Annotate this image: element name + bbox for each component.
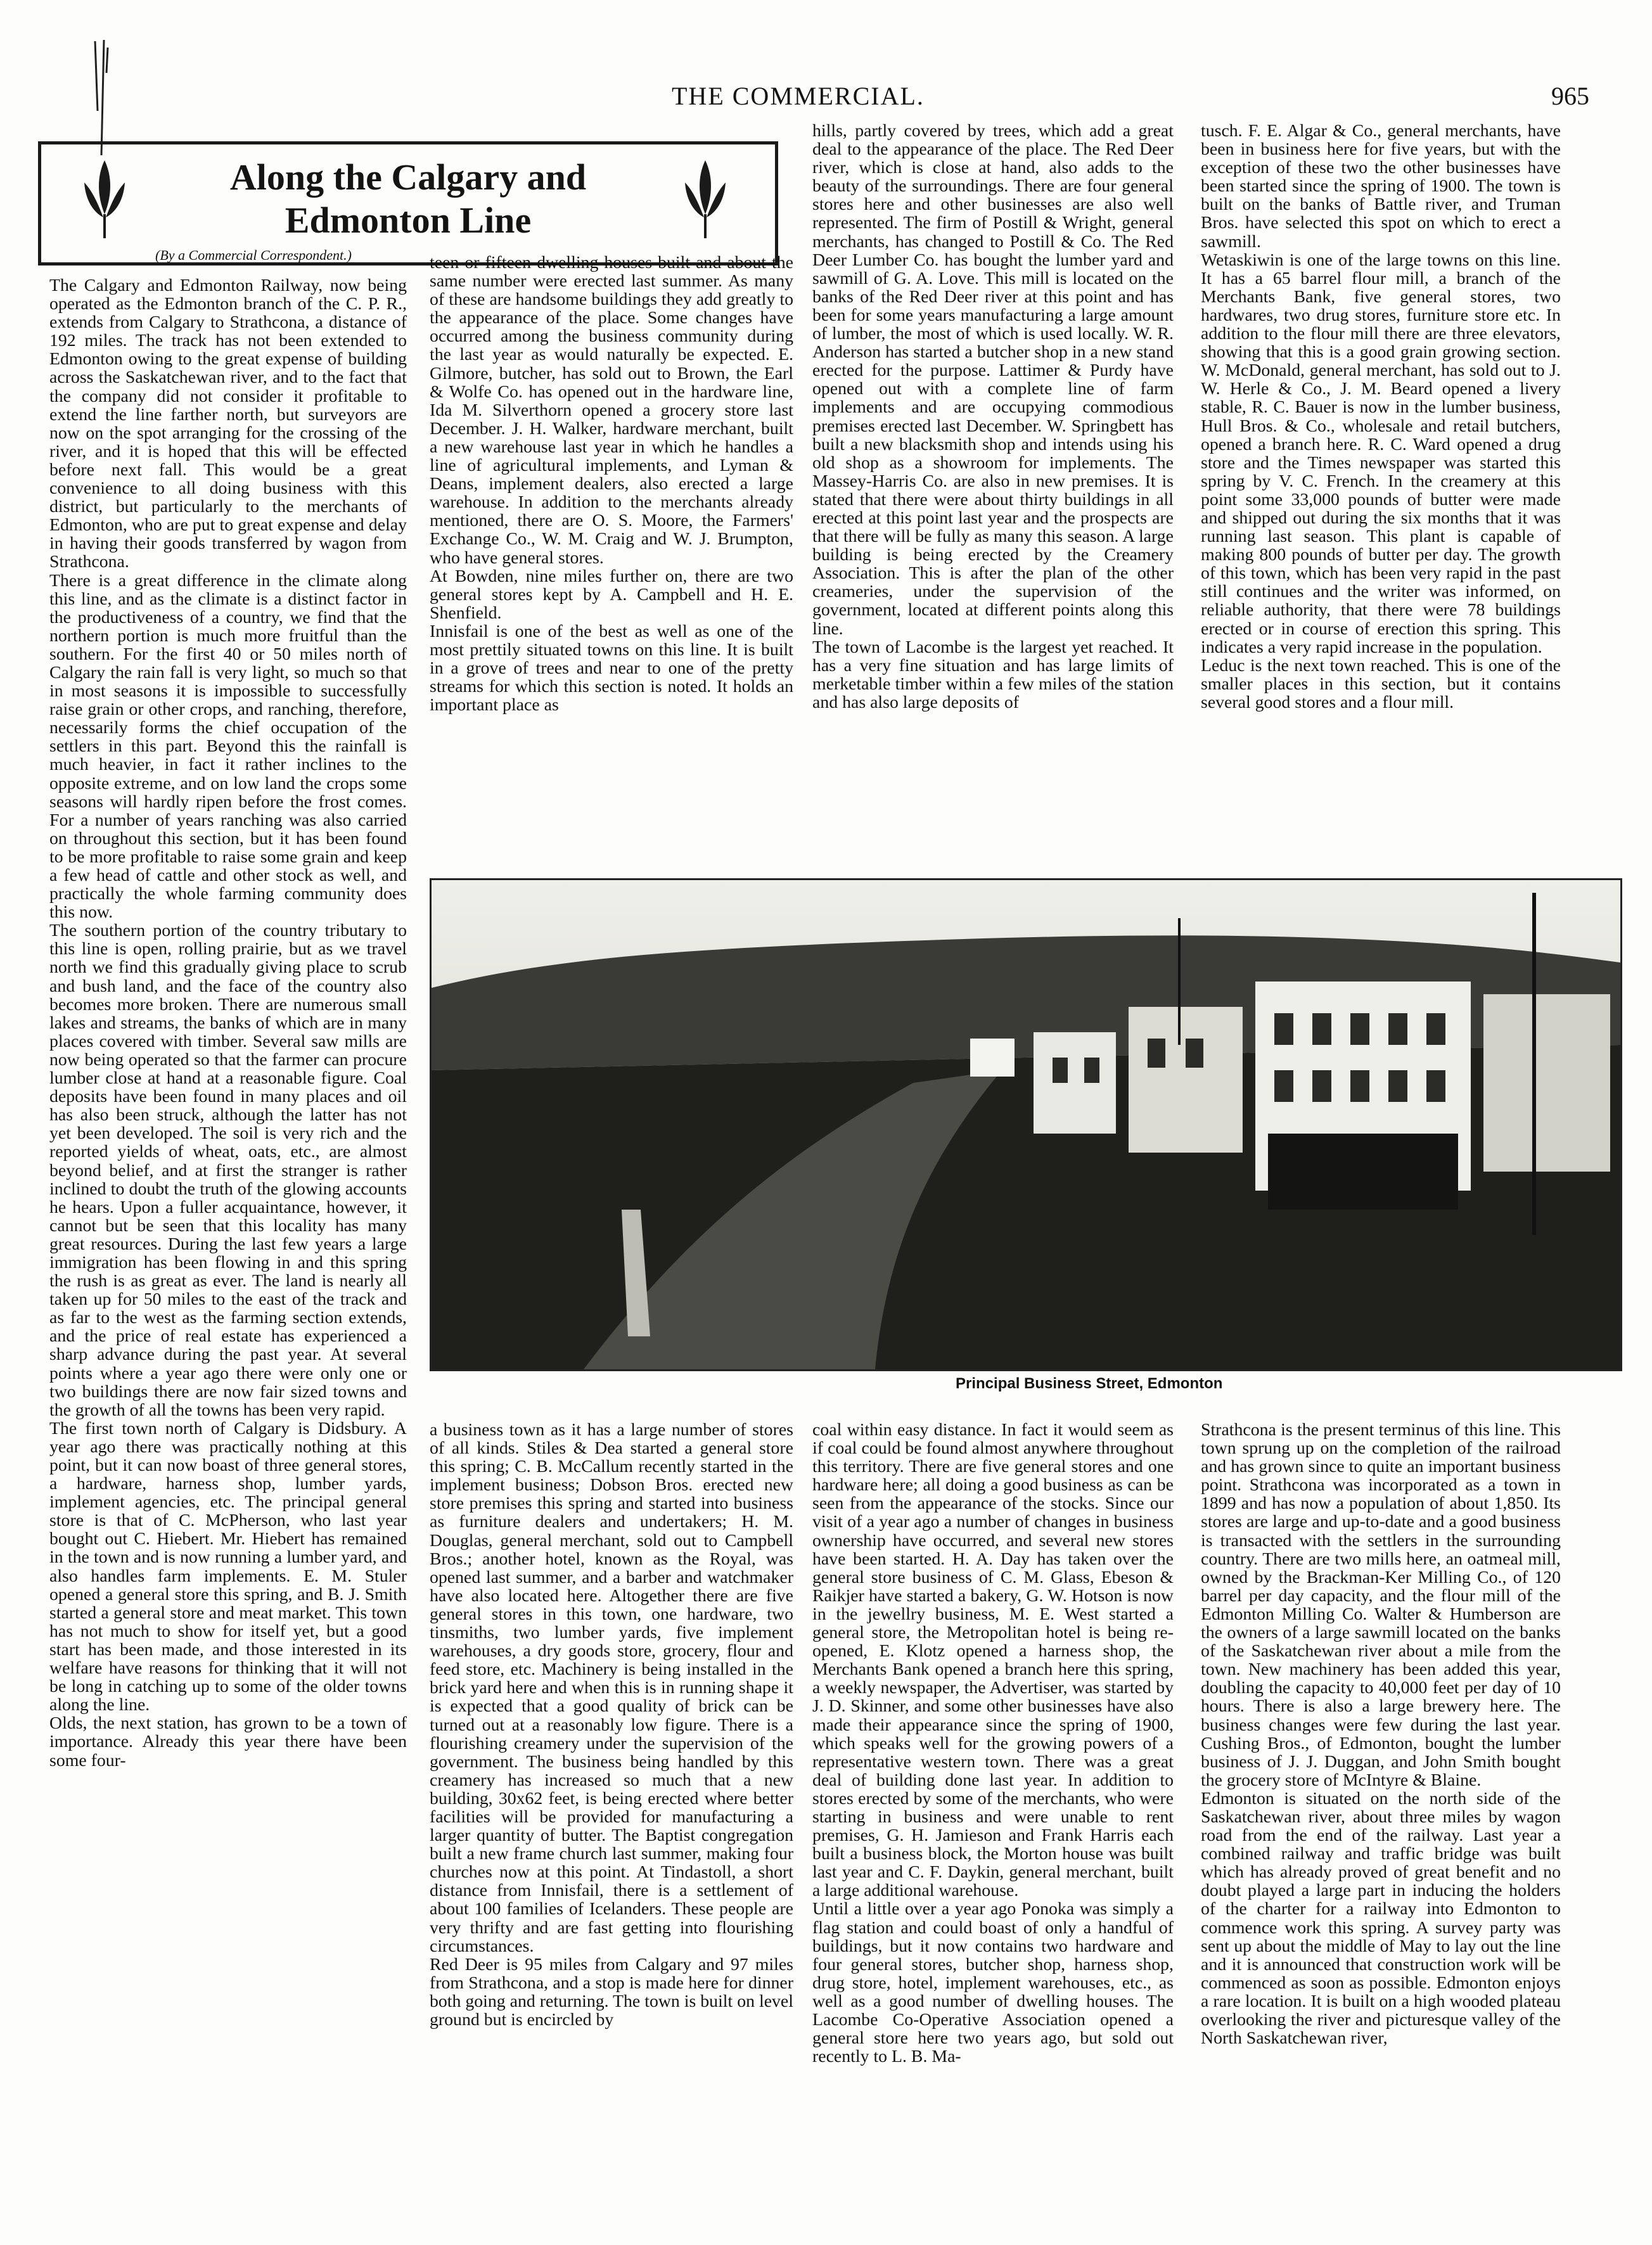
wheat-ornament-icon (680, 157, 731, 240)
street-photo-image (432, 880, 1620, 1369)
article-column-4-bottom: Strathcona is the present terminus of this line. This town sprung up on the completion of the railroad and has grown since to quite an important business point. Strathcona was incorporated as a town in 1899 and has now a population of about 1,850. Its stores are large and up-to-date and a good business is transacted with the settlers in the surrounding country. There are two mills here, an oatmeal mill, owned by the Brackman-Ker Milling Co., of 120 barrel per day capacity, and the flour mill of the Edmonton Milling Co. Walter & Humberson are the owners of a large sawmill located on the banks of the Saskatchewan river about a mile from the town. New machinery has been added this year, doubling the capacity to 40,000 feet per day of 10 hours. There is also a large brewery here. The business changes were few during the last year. Cushing Bros., of Edmonton, bought the lumber business of J. J. Duggan, and John Smith bought the grocery store of McIntyre & Blaine. Edmonton is situated on the north side of the Saskatchewan river, about three miles by wagon road from the end of the railway. Last year a combined railway and traffic bridge was built which has already proved of great benefit and no doubt played a large part in inducing the holders of the charter for a railway into Edmonton to commence work this spring. A survey party was sent up about the middle of May to lay out the line and it is announced that construction work will be commenced as soon as possible. Edmonton enjoys a rare location. It is built on a high wooded plateau overlooking the river and picturesque valley of the North Saskatchewan river, (1201, 1421, 1561, 2049)
photo-caption: Principal Business Street, Edmonton (956, 1375, 1223, 1392)
article-byline: (By a Commercial Correspondent.) (155, 247, 352, 263)
article-column-4-top: tusch. F. E. Algar & Co., general merchants, have been in business here for five years, but with the exception of these two the other businesses have been started since the spring of 1900. The town is built on the banks of Battle river, and Truman Bros. have selected this spot on which to erect a sawmill. Wetaskiwin is one of the large towns on this line. It has a 65 barrel flour mill, a branch of the Merchants Bank, five general stores, two hardwares, two drug stores, furniture store etc. In addition to the flour mill there are three elevators, showing that this is a good grain growing section. W. McDonald, general merchant, has sold out to J. W. Herle & Co., J. M. Beard opened a livery stable, R. C. Bauer is now in the lumber business, Hull Bros. & Co., wholesale and retail butchers, opened a branch here. R. C. Ward opened a drug store and the Times newspaper was started this spring by V. C. French. In the creamery at this point some 33,000 pounds of butter were made and shipped out during the six months that it was running last season. This plant is capable of making 800 pounds of butter per day. The growth of this town, which has been very rapid in the past still continues and the writer was informed, on reliable authority, that there were 78 buildings erected or in course of erection this spring. This indicates a very rapid increase in the population. Leduc is the next town reached. This is one of the smaller places in this section, but it contains several good stores and a flour mill. (1201, 122, 1561, 712)
article-column-1: The Calgary and Edmonton Railway, now being operated as the Edmonton branch of the C. P. R., extends from Calgary to Strathcona, a distance of 192 miles. The track has not been extended to Edmonton owing to the great expense of building across the Saskatchewan river, and to the fact that the company did not consider it profitable to extend the line farther north, but surveyors are now on the spot arranging for the crossing of the river, and it is hoped that this will be effected before next fall. This would be a great convenience to all doing business with this district, but particularly to the merchants of Edmonton, who are put to great expense and delay in having their goods transferred by wagon from Strathcona. There is a great difference in the climate along this line, and as the climate is a distinct factor in the productiveness of a country, we find that the northern portion is much more fruitful than the southern. For the first 40 or 50 miles north of Calgary the rain fall is very light, so much so that in most seasons it is impossible to successfully raise grain or other crops, and ranching, therefore, necessarily forms the chief occupation of the settlers in this part. Beyond this the rainfall is much heavier, in fact it rather inclines to the opposite extreme, and on low land the crops some seasons will hardly ripen before the frost comes. For a number of years ranching was also carried on throughout this section, but it has been found to be more profitable to raise some grain and keep a few head of cattle and other stock as well, and practically the whole farming community does this now. The southern portion of the country tributary to this line is open, rolling prairie, but as we travel north we find this gradually giving place to scrub and bush land, and the face of the country also becomes more broken. There are numerous small lakes and streams, the banks of which are in many places covered with timber. Several saw mills are now being operated so that the farmer can procure lumber close at hand at a reasonable figure. Coal deposits have been found in many places and oil has also been struck, although the latter has not yet been developed. The soil is very rich and the reported yields of wheat, oats, etc., are almost beyond belief, and at first the stranger is rather inclined to doubt the truth of the glowing accounts he hears. Upon a fuller acquaintance, however, it cannot but be seen that this locality has many great resources. During the last few years a large immigration has been flowing in and this spring the rush is as great as ever. The land is nearly all taken up for 50 miles to the east of the track and as far to the west as the farming section extends, and the price of real estate has experienced a sharp advance during the past year. At several points where a year ago there were only one or two buildings there are now fair sized towns and the growth of all the towns has been very rapid. The first town north of Calgary is Didsbury. A year ago there was practically nothing at this point, but it can now boast of three general stores, a hardware, harness shop, lumber yards, implement agencies, etc. The principal general store is that of C. McPherson, who last year bought out C. Hiebert. Mr. Hiebert has remained in the town and is now running a lumber yard, and also handles farm implements. E. M. Stuler opened a general store this spring, and B. J. Smith started a general store and meat market. This town has not much to show for itself yet, but a good start has been made, and those interested in its welfare have reasons for thinking that it will not be long in catching up to some of the older towns along the line. Olds, the next station, has grown to be a town of importance. Already this year there have been some four- (49, 276, 407, 1770)
article-column-2-top: teen or fifteen dwelling houses built and about the same number were erected last summer. As many of these are handsome buildings they add greatly to the appearance of the place. Some changes have occurred among the business community during the last year as would naturally be expected. E. Gilmore, butcher, has sold out to Brown, the Earl & Wolfe Co. has opened out in the hardware line, Ida M. Silverthorn opened a grocery store last December. J. H. Walker, hardware merchant, built a new warehouse last year in which he handles a line of agricultural implements, and Lyman & Deans, implement dealers, also erected a large warehouse. In addition to the merchants already mentioned, there are O. S. Moore, the Farmers' Exchange Co., W. M. Craig and W. J. Brumpton, who have general stores. At Bowden, nine miles further on, there are two general stores kept by A. Campbell and H. E. Shenfield. Innisfail is one of the best as well as one of the most prettily situated towns on this line. It is built in a grove of trees and near to one of the pretty streams for which this section is noted. It holds an important place as (430, 253, 793, 715)
street-photo (430, 878, 1622, 1371)
article-title: Along the Calgary and Edmonton Line (229, 157, 587, 241)
publication-title: THE COMMERCIAL. (672, 82, 925, 110)
article-column-3-bottom: coal within easy distance. In fact it would seem as if coal could be found almost anywhere throughout this territory. There are five general stores and one hardware here; all doing a good business as can be seen from the appearance of the stocks. Since our visit of a year ago a number of changes in business ownership have occurred, and several new stores have been started. H. A. Day has taken over the general store business of C. M. Glass, Ebeson & Raikjer have started a bakery, G. W. Hotson is now in the jewellry business, M. E. West started a general store, the Metropolitan hotel is being re-opened, E. Klotz opened a harness shop, the Merchants Bank opened a branch here this spring, a weekly newspaper, the Advertiser, was started by J. D. Skinner, and some other businesses have also made their appearance since the spring of 1900, which speaks well for the growing powers of a representative western town. There was a great deal of building done last year. In addition to stores erected by some of the merchants, who were starting in business and were unable to rent premises, G. H. Jamieson and Frank Harris each built a business block, the Morton house was built last year and C. F. Daykin, general merchant, built a large additional warehouse. Until a little over a year ago Ponoka was simply a flag station and could boast of only a handful of buildings, but it now contains two hardware and four general stores, butcher shop, harness shop, drug store, hotel, implement warehouses, etc., as well as a good number of dwelling houses. The Lacombe Co-Operative Association opened a general store here two years ago, but sold out recently to L. B. Ma- (812, 1421, 1174, 2067)
article-headline-box (38, 141, 778, 265)
article-column-2-bottom: a business town as it has a large number of stores of all kinds. Stiles & Dea started a general store this spring; C. B. McCallum recently started in the implement business; Dobson Bros. erected new store premises this spring and started into business as furniture dealers and undertakers; H. M. Douglas, general merchant, sold out to Campbell Bros.; another hotel, known as the Royal, was opened last summer, and a barber and watchmaker have also located here. Altogether there are five general stores in this town, one hardware, two tinsmiths, two lumber yards, five implement warehouses, a dry goods store, grocery, flour and feed store, etc. Machinery is being installed in the brick yard here and when this is in running shape it is expected that a good quality of brick can be turned out at a reasonably low figure. There is a flourishing creamery under the supervision of the government. The business being handled by this creamery has increased so much that a new building, 30x62 feet, is being erected where better facilities will be provided for manufacturing a larger quantity of butter. The Baptist congregation built a new frame church last summer, making four churches now at this point. At Tindastoll, a short distance from Innisfail, there is a settlement of about 100 families of Icelanders. These people are very thrifty and are fast getting into flourishing circumstances. Red Deer is 95 miles from Calgary and 97 miles from Strathcona, and a stop is made here for dinner both going and returning. The town is built on level ground but is encircled by (430, 1421, 793, 2030)
article-column-3-top: hills, partly covered by trees, which add a great deal to the appearance of the place. The Red Deer river, which is close at hand, also adds to the beauty of the surroundings. There are four general stores here and other businesses are also well represented. The firm of Postill & Wright, general merchants, has changed to Postill & Co. The Red Deer Lumber Co. has bought the lumber yard and sawmill of G. A. Love. This mill is located on the banks of the Red Deer river at this point and has been for some years manufacturing a large amount of lumber, the most of which is used locally. W. R. Anderson has started a butcher shop in a new stand erected for the purpose. Lattimer & Purdy have opened out with a complete line of farm implements and are occupying commodious premises erected last December. W. Springbett has built a new blacksmith shop and intends using his old shop as a showroom for implements. The Massey-Harris Co. are also in new premises. It is stated that there were about thirty buildings in all erected at this point last year and the prospects are that there will be fully as many this season. A large building is being erected by the Creamery Association. This is after the plan of the other creameries, under the supervision of the government, located at different points along this line. The town of Lacombe is the largest yet reached. It has a very fine situation and has large limits of merketable timber within a few miles of the station and has also large deposits of (812, 122, 1174, 712)
page-number: 965 (1551, 82, 1589, 110)
wheat-ornament-icon (79, 157, 130, 240)
